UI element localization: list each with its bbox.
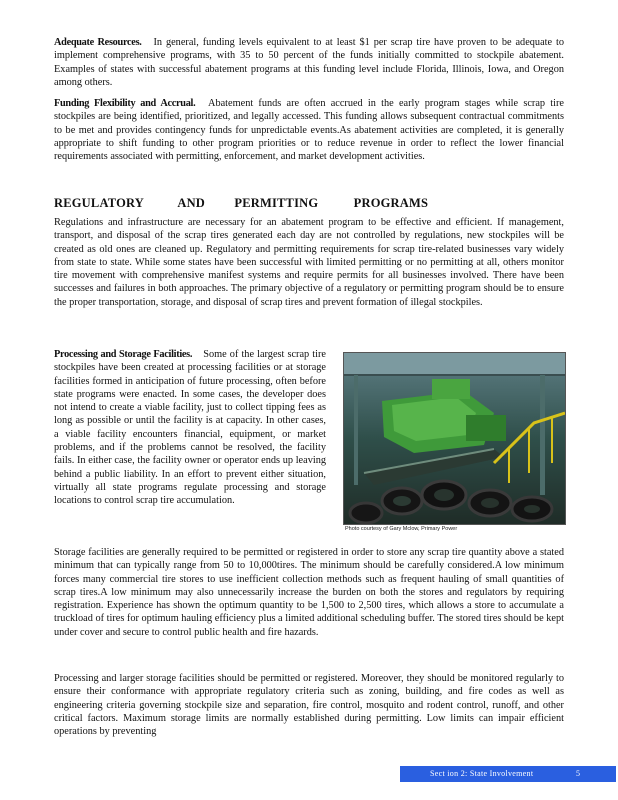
paragraph-text: Processing and larger storage facilities should be permitted or registered. Moreover, they should be monitored regularly to ensure their conformance with appropriate regulatory criteria such as zoning, building, and fire codes as well as engineering criteria governing stockpile size and separation, fire control, mosquito and rodent control, runoff, and other critical factors. Maximum storage limits are normally established during permitting. Low limits can impair efficient operations by preventing [54,673,564,738]
photo-illustration [344,353,565,524]
paragraph-storage-facilities [54,546,564,639]
heading-word: AND [177,196,206,210]
heading-word: REGULATORY [54,196,145,210]
run-in-heading: Processing and Storage Facilities. [54,349,193,360]
heading-word: PROGRAMS [353,196,429,210]
paragraph-text: Storage facilities are generally required to be permitted or registered in order to store any scrap tire quantity above a stated minimum that can typically range from 50 to 10,000tires. The minimum should be carefully considered.A low minimum forces many commercial tire stores to use inefficient collection methods such as frequent hauling of small quantities of scrap tires.A low minimum may also unnecessarily increase the burden on both the stores and regulators by requiring registration. Experience has shown the optimum quantity to be 1,500 to 2,500 tires, which allows a store to accumulate a truckload of tires for optimum hauling efficiency plus a limited additional scheduling buffer. The stored tires should be kept under cover and secure to control public health and fire hazards. [54,547,564,638]
footer-section-label: Sect ion 2: State Involvement [430,769,534,778]
paragraph-adequate-resources [54,36,564,89]
paragraph-text: Some of the largest scrap tire stockpiles have been created at processing facilities or at storage facilities formed in anticipation of future processing, often before state programs were enacted. In some cases, the developer does not intend to create a viable facility, just to collect tipping fees as long as possible or until the facility is at capacity. In other cases, a viable facility encounters financial, equipment, or market problems, and if the problems cannot be resolved, the facility fails. In either case, the facility owner or operator ends up leaving behind a public liability. In an effort to prevent either situation, virtually all state programs regulate processing and storage locations to control scrap tire accumulation. [54,349,326,507]
paragraph-processing-storage [54,348,326,508]
paragraph-larger-facilities [54,672,564,738]
footer-bar [400,766,616,782]
heading-word: PERMITTING [234,196,319,210]
paragraph-text: Abatement funds are often accrued in the early program stages while scrap tire stockpiles are being identified, prioritized, and legally accessed. This funding allows subsequent contractual commitments to be met and provides contingency funds for unpredictable events.As abatement activities are completed, it is generally appropriate to shift funding to other program priorities or to reduce revenue in order to reflect the lower financial requirements associated with permitting, enforcement, and market development activities. [54,98,564,163]
paragraph-regulations [54,216,564,309]
section-heading [54,196,564,211]
run-in-heading: Funding Flexibility and Accrual. [54,98,196,109]
page-number: 5 [576,769,580,778]
photo-caption: Photo courtesy of Gary Mclow, Primary Power [345,526,458,532]
run-in-heading: Adequate Resources. [54,37,142,48]
paragraph-funding-flexibility [54,97,564,163]
paragraph-text: Regulations and infrastructure are necessary for an abatement program to be effective and efficient. If management, transport, and disposal of the scrap tires generated each day are not controlled by regulations, new stockpiles will be created as old ones are cleaned up. Regulatory and permitting requirements for scrap tire-related businesses vary widely from state to state. While some states have been successful with limited permitting or no permitting at all, others monitor tire movement with comprehensive manifest systems and require permits for all businesses involved. There have been successes and failures in both approaches. The primary objective of a regulatory or permitting program should be to ensure the proper transportation, storage, and disposal of scrap tires and prevent formation of illegal stockpiles. [54,217,564,308]
tire-processing-photo [343,352,566,525]
paragraph-text: In general, funding levels equivalent to at least $1 per scrap tire have proven to be adequate to implement comprehensive programs, with 35 to 50 percent of the funds initially committed to stockpile abatement. Examples of states with successful abatement programs at this funding level include Florida, Illinois, Iowa, and Oregon among others. [54,37,565,88]
